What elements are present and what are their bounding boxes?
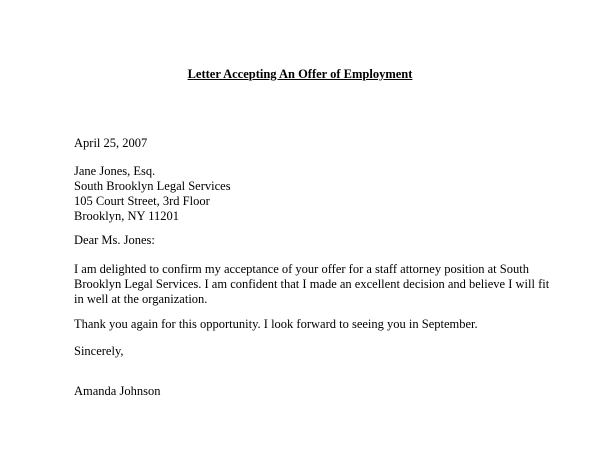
- letter-title: Letter Accepting An Offer of Employment: [187, 67, 413, 81]
- paragraph-line: Brooklyn Legal Services. I am confident that I made an excellent decision and believe I will fit: [74, 277, 550, 291]
- letter-date: [74, 136, 554, 151]
- salutation-text: Dear Ms. Jones:: [74, 233, 155, 247]
- body-paragraph-2: [74, 317, 554, 332]
- paragraph-line: in well at the organization.: [74, 292, 208, 306]
- recipient-name: Jane Jones, Esq.: [74, 164, 156, 178]
- salutation: [74, 233, 554, 248]
- paragraph-text: Thank you again for this opportunity. I look forward to seeing you in September.: [74, 317, 478, 331]
- signature-name: Amanda Johnson: [74, 384, 161, 398]
- closing-text: Sincerely,: [74, 344, 124, 358]
- recipient-city-state-zip: Brooklyn, NY 11201: [74, 209, 179, 223]
- signature: [74, 384, 554, 399]
- body-paragraph-1: [74, 262, 554, 307]
- paragraph-line: I am delighted to confirm my acceptance of your offer for a staff attorney position at South: [74, 262, 529, 276]
- date-text: April 25, 2007: [74, 136, 148, 150]
- closing: [74, 344, 554, 359]
- recipient-street: 105 Court Street, 3rd Floor: [74, 194, 210, 208]
- recipient-address: [74, 164, 554, 224]
- recipient-organization: South Brooklyn Legal Services: [74, 179, 231, 193]
